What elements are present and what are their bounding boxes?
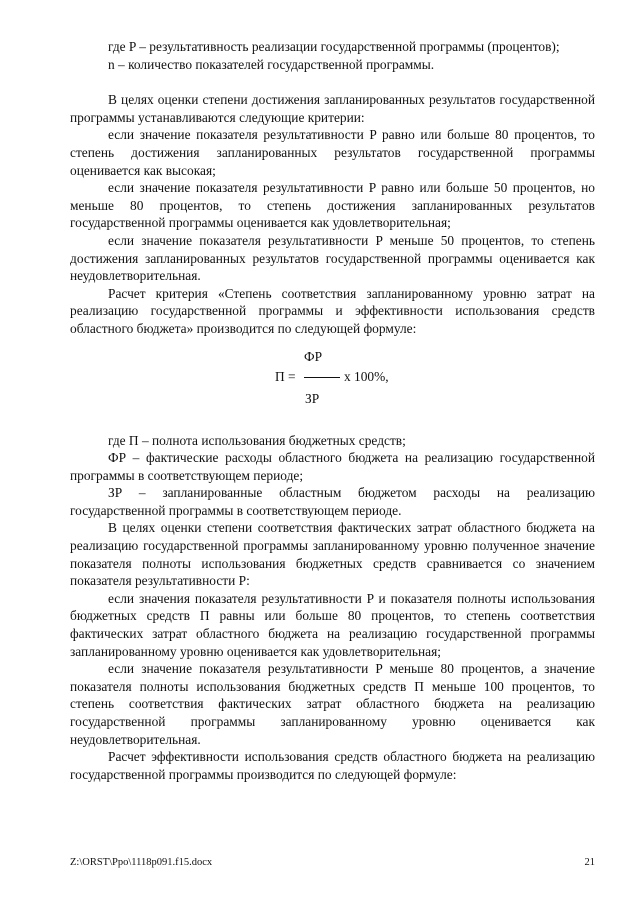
paragraph-criteria-intro: В целях оценки степени достижения запланированных результатов государственной программы устанавливаются следующие критерии: — [70, 92, 595, 125]
paragraph-comparison-intro: В целях оценки степени соответствия фактических затрат областного бюджета на реализацию государственной программы запланированному уровню полученное значение показателя полноты использования бюджетных средств сравнивается со значением показателя результативности P: — [70, 520, 595, 589]
paragraph-comparison-unsatisfactory: если значение показателя результативности P меньше 80 процентов, а значение показателя полноты использования бюджетных средств П меньше 100 процентов, то степень соответствия фактических затрат областного бюджета на реализацию государственной программы запланированному уровню оценивается как неудовлетворительная. — [70, 661, 595, 747]
paragraph-p-definition: где P – результативность реализации государственной программы (процентов); — [108, 39, 560, 54]
paragraph-fr-definition: ФР – фактические расходы областного бюджета на реализацию государственной программы в соответствующем периоде; — [70, 450, 595, 483]
paragraph-criterion-high: если значение показателя результативности P равно или больше 80 процентов, то степень достижения запланированных результатов государственной программы оценивается как высокая; — [70, 127, 595, 178]
paragraph-zr-definition: ЗР – запланированные областным бюджетом расходы на реализацию государственной программы в соответствующем периоде. — [70, 485, 595, 518]
paragraph-criterion-unsatisfactory: если значение показателя результативности P меньше 50 процентов, то степень достижения запланированных результатов государственной программы оценивается как неудовлетворительная. — [70, 232, 595, 284]
formula-numerator: ФР — [304, 348, 323, 364]
formula-lhs: П = — [275, 368, 296, 384]
paragraph-comparison-satisfactory: если значения показателя результативности P и показателя полноты использования бюджетных средств П равны или больше 80 процентов, то степень соответствия фактических затрат областного бюджета на реализацию государственной программы запланированному уровню оценивается как удовлетворительная; — [70, 590, 595, 659]
paragraph-p-completeness: где П – полнота использования бюджетных средств; — [108, 432, 406, 448]
document-page — [70, 38, 595, 783]
paragraph-criterion-satisfactory: если значение показателя результативности P равно или больше 50 процентов, но меньше 80 процентов, то степень достижения запланированных результатов государственной программы оценивается как удовлетворительная; — [70, 180, 595, 231]
footer-file-path: Z:\ORST\Ppo\1118p091.f15.docx — [70, 857, 213, 868]
paragraph-formula-intro: Расчет критерия «Степень соответствия запланированному уровню затрат на реализацию государственной программы и эффективности использования средств областного бюджета» производится по следующей формуле: — [70, 285, 595, 336]
formula-denominator: ЗР — [305, 390, 320, 406]
formula-fraction-line — [304, 377, 340, 378]
footer-page-number: 21 — [584, 857, 595, 868]
paragraph-n-definition: n – количество показателей государственной программы. — [108, 56, 435, 72]
formula-multiplier: х 100%, — [344, 368, 389, 384]
paragraph-gap — [70, 73, 595, 91]
paragraph-efficiency-intro: Расчет эффективности использования средств областного бюджета на реализацию государственной программы производится по следующей формуле: — [70, 749, 595, 782]
formula-block — [70, 348, 595, 418]
